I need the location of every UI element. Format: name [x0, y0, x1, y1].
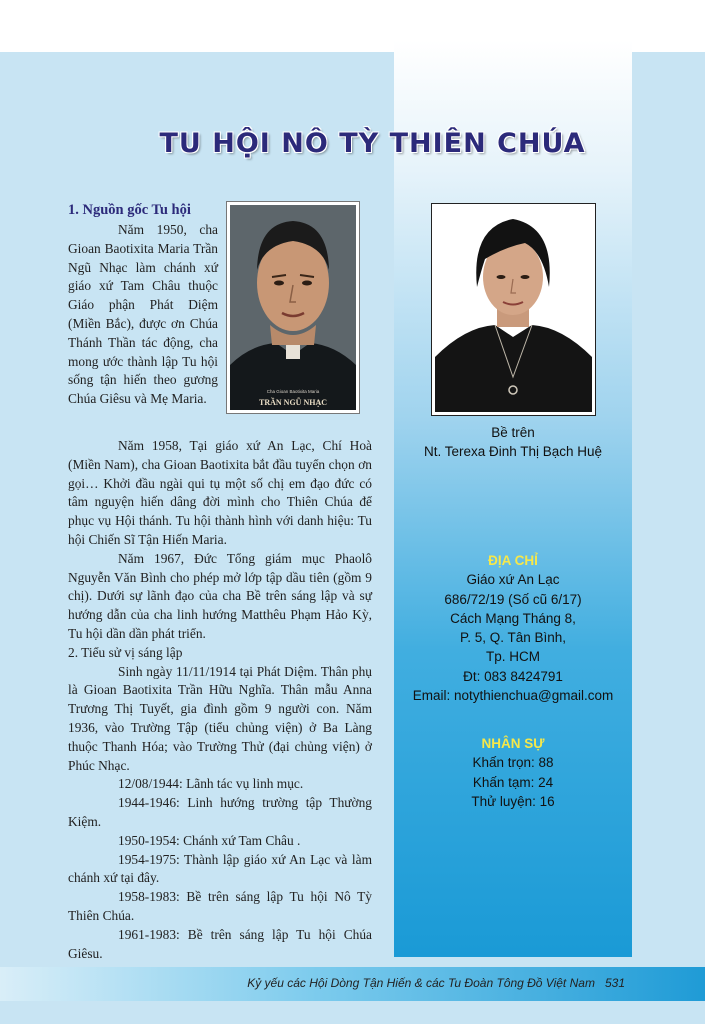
founder-small-caption: Cha Gioan Baotixita Maria	[266, 389, 320, 394]
personnel-heading: NHÂN SỰ	[481, 736, 545, 751]
address-line: Giáo xứ An Lạc	[466, 572, 560, 588]
timeline-item: 1961-1983: Bề trên sáng lập Tu hội Chúa Giêsu.	[68, 926, 372, 961]
phone-line: Đt: 083 8424791	[463, 668, 563, 684]
section-heading-founder: 2. Tiểu sử vị sáng lập	[68, 644, 183, 660]
origin-paragraph-1	[68, 221, 218, 409]
personnel-line: Khấn tạm: 24	[472, 774, 554, 790]
founder-portrait	[230, 205, 356, 410]
founder-photo	[226, 201, 360, 414]
page-number: 531	[604, 976, 625, 990]
footer-title: Kỷ yếu các Hội Dòng Tận Hiến & các Tu Đoàn Tông Đồ Việt Nam	[247, 976, 595, 990]
timeline-item: 1954-1975: Thành lập giáo xứ An Lạc và làm chánh xứ tại đây.	[68, 851, 372, 886]
founder-bio: Sinh ngày 11/11/1914 tại Phát Diệm. Thân phụ là Gioan Baotixita Trần Hữu Nghĩa. Thân mẫu Anna Trương Thị Tuyết, gia đình gồm 9 người con. Năm 1936, vào Trường Tập (tiểu chủng viện) ở Ba Làng thuộc Thanh Hóa; vào Trường Thử (đại chủng viện) ở Phúc Nhạc.	[68, 663, 372, 773]
timeline-item: 12/08/1944: Lãnh tác vụ linh mục.	[118, 776, 304, 792]
address-line: 686/72/19 (Số cũ 6/17)	[444, 591, 582, 607]
address-line: Cách Mạng Tháng 8,	[450, 610, 576, 626]
founder-name-caption: TRẦN NGŨ NHẠC	[259, 398, 327, 407]
address-line: Tp. HCM	[486, 649, 540, 665]
address-line: P. 5, Q. Tân Bình,	[459, 630, 567, 646]
footer-text	[247, 976, 625, 990]
personnel-block	[394, 734, 632, 811]
page-title: TU HỘI NÔ TỲ THIÊN CHÚA	[159, 128, 586, 159]
origin-p2: Năm 1958, Tại giáo xứ An Lạc, Chí Hoà (Miền Nam), cha Gioan Baotixita bắt đầu tuyển chọn ơn gọi… Khởi đầu ngài qui tụ một số chị em đạo đức có tâm nguyện hiến dâng đời mình cho Thiên Chúa để phục vụ Hội thánh. Tu hội thành hình với danh hiệu: Tu hội Chiến Sĩ Tận Hiến Maria.	[68, 438, 372, 547]
email-line: Email: notythienchua@gmail.com	[412, 688, 614, 704]
address-block	[394, 551, 632, 705]
origin-p1: Năm 1950, cha Gioan Baotixita Maria Trần Ngũ Nhạc làm chánh xứ giáo xứ Tam Châu thuộc Giáo phận Phát Diệm (Miền Bắc), được ơn Chúa Thánh Thần tác động, cha mong ước thành lập Tu hội sống tận hiến theo gương Chúa Giêsu và Mẹ Maria.	[68, 222, 218, 407]
address-heading: ĐỊA CHỈ	[488, 553, 538, 568]
personnel-line: Khấn trọn: 88	[472, 755, 554, 771]
timeline-item: 1944-1946: Linh hướng trường tập Thường Kiệm.	[68, 795, 372, 829]
superior-photo	[431, 203, 596, 416]
superior-portrait	[435, 207, 592, 412]
origin-p3: Năm 1967, Đức Tổng giám mục Phaolô Nguyễn Văn Bình cho phép mở lớp tập dầu tiên (gồm 9 chị). Dưới sự lãnh đạo của cha Bề trên sáng lập và sự hướng dẫn của cha linh hướng Matthêu Phạm Hảo Kỳ, Tu hội dần dần phát triển.	[68, 550, 372, 641]
superior-role: Bề trên	[491, 425, 535, 440]
superior-name: Nt. Terexa Đinh Thị Bạch Huệ	[423, 444, 603, 459]
main-text-column	[68, 437, 372, 963]
timeline-item: 1958-1983: Bề trên sáng lập Tu hội Nô Tỳ Thiên Chúa.	[68, 889, 372, 923]
founder-portrait-drawing	[230, 205, 356, 410]
superior-portrait-drawing	[435, 207, 592, 412]
timeline-item: 1950-1954: Chánh xứ Tam Châu .	[118, 832, 301, 848]
personnel-line: Thử luyện: 16	[471, 793, 555, 809]
section-heading-origin: 1. Nguồn gốc Tu hội	[68, 202, 191, 218]
